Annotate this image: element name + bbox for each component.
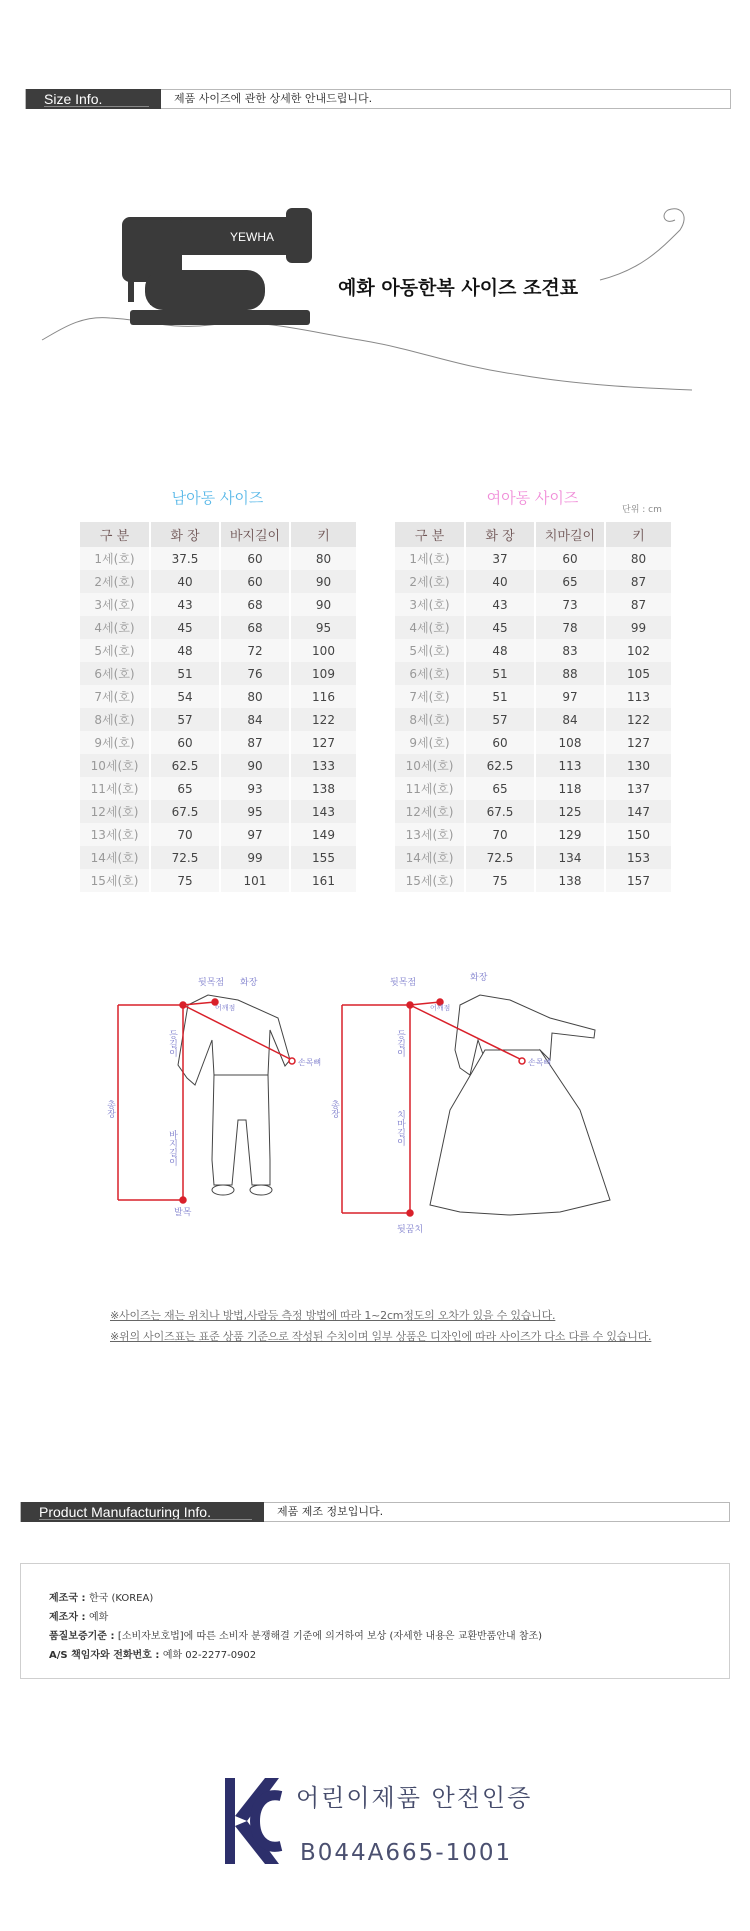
table-row (395, 593, 671, 616)
table-cell: 75 (150, 869, 220, 892)
certification-code: B044A665-1001 (300, 1840, 513, 1866)
info-row-as-contact (49, 1646, 256, 1661)
size-label-cell: 10세(호) (80, 754, 150, 777)
col-header-sleeve: 화 장 (465, 522, 535, 547)
table-row (80, 547, 356, 570)
girl-total-label: 총장 (329, 1100, 339, 1118)
table-cell: 54 (150, 685, 220, 708)
table-cell: 101 (220, 869, 290, 892)
info-key: 제조국 : (49, 1593, 89, 1604)
table-cell: 48 (150, 639, 220, 662)
table-cell: 65 (150, 777, 220, 800)
table-cell: 51 (465, 685, 535, 708)
table-cell: 93 (220, 777, 290, 800)
size-label-cell: 1세(호) (80, 547, 150, 570)
size-label-cell: 7세(호) (80, 685, 150, 708)
measurement-diagram (105, 960, 710, 1250)
table-row (395, 754, 671, 777)
table-cell: 157 (605, 869, 671, 892)
size-label-cell: 9세(호) (395, 731, 465, 754)
info-row-quality (49, 1627, 542, 1642)
size-label-cell: 11세(호) (395, 777, 465, 800)
table-cell: 75 (465, 869, 535, 892)
table-cell: 95 (290, 616, 356, 639)
table-cell: 68 (220, 616, 290, 639)
boy-ankle-label: 발목 (174, 1208, 192, 1218)
table-row (395, 685, 671, 708)
info-value: [소비자보호법]에 따른 소비자 분쟁해결 기준에 의거하여 보상 (자세한 내용은 교환반품안내 참조) (117, 1631, 543, 1642)
table-cell: 137 (605, 777, 671, 800)
girl-skirt-length-label: 치마길이 (395, 1110, 405, 1146)
table-row (395, 800, 671, 823)
table-cell: 80 (290, 547, 356, 570)
table-cell: 84 (220, 708, 290, 731)
table-cell: 60 (220, 547, 290, 570)
size-label-cell: 12세(호) (395, 800, 465, 823)
boy-total-label: 총장 (105, 1100, 115, 1118)
table-row (395, 616, 671, 639)
table-row (395, 662, 671, 685)
table-row (80, 708, 356, 731)
table-cell: 45 (150, 616, 220, 639)
table-cell: 67.5 (465, 800, 535, 823)
table-cell: 127 (605, 731, 671, 754)
size-label-cell: 1세(호) (395, 547, 465, 570)
col-header-category: 구 분 (395, 522, 465, 547)
table-cell: 62.5 (465, 754, 535, 777)
brand-text: YEWHA (230, 230, 275, 244)
size-label-cell: 13세(호) (395, 823, 465, 846)
table-cell: 129 (535, 823, 605, 846)
size-label-cell: 6세(호) (395, 662, 465, 685)
table-cell: 87 (220, 731, 290, 754)
table-cell: 70 (150, 823, 220, 846)
col-header-category: 구 분 (80, 522, 150, 547)
table-cell: 143 (290, 800, 356, 823)
table-header-row (80, 522, 356, 547)
size-label-cell: 5세(호) (80, 639, 150, 662)
size-label-cell: 4세(호) (80, 616, 150, 639)
girls-table-body (395, 547, 671, 892)
boy-sleeve-label: 화장 (240, 978, 258, 988)
sewing-machine-icon (122, 208, 312, 325)
table-cell: 125 (535, 800, 605, 823)
table-cell: 138 (290, 777, 356, 800)
size-label-cell: 9세(호) (80, 731, 150, 754)
size-label-cell: 12세(호) (80, 800, 150, 823)
manufacturing-info-label: Product Manufacturing Info. (21, 1502, 264, 1522)
table-row (395, 823, 671, 846)
info-row-country (49, 1589, 153, 1604)
size-label-cell: 13세(호) (80, 823, 150, 846)
table-cell: 97 (220, 823, 290, 846)
info-value: 예화 02-2277-0902 (162, 1650, 257, 1661)
table-cell: 149 (290, 823, 356, 846)
size-label-cell: 3세(호) (395, 593, 465, 616)
table-cell: 68 (220, 593, 290, 616)
table-cell: 67.5 (150, 800, 220, 823)
col-header-height: 키 (290, 522, 356, 547)
girl-sleeve-label: 화장 (470, 973, 488, 983)
size-label-cell: 4세(호) (395, 616, 465, 639)
manufacturing-info-box (20, 1563, 730, 1679)
table-cell: 40 (465, 570, 535, 593)
table-cell: 62.5 (150, 754, 220, 777)
table-row (395, 547, 671, 570)
table-cell: 102 (605, 639, 671, 662)
table-row (395, 708, 671, 731)
table-cell: 78 (535, 616, 605, 639)
boys-table-title: 남아동 사이즈 (171, 489, 264, 507)
girl-heel-label: 뒷꿈치 (397, 1225, 424, 1235)
girls-size-table (395, 522, 671, 892)
banner-title: 예화 아동한복 사이즈 조견표 (338, 277, 579, 299)
manufacturing-info-description: 제품 제조 정보입니다. (277, 1505, 384, 1518)
boys-size-table (80, 522, 356, 892)
table-cell: 72.5 (465, 846, 535, 869)
table-cell: 40 (150, 570, 220, 593)
size-label-cell: 5세(호) (395, 639, 465, 662)
table-cell: 90 (220, 754, 290, 777)
table-cell: 95 (220, 800, 290, 823)
size-label-cell: 15세(호) (395, 869, 465, 892)
note-measurement: ※사이즈는 재는 위치나 방법,사람등 측정 방법에 따라 1~2cm정도의 오차가 있을 수 있습니다. (110, 1309, 556, 1322)
table-cell: 43 (465, 593, 535, 616)
table-cell: 80 (220, 685, 290, 708)
table-row (80, 639, 356, 662)
table-cell: 130 (605, 754, 671, 777)
size-label-cell: 14세(호) (395, 846, 465, 869)
boy-back-length-label: 등길이 (167, 1030, 177, 1057)
table-cell: 60 (465, 731, 535, 754)
table-cell: 134 (535, 846, 605, 869)
size-label-cell: 6세(호) (80, 662, 150, 685)
table-cell: 87 (605, 570, 671, 593)
table-row (80, 685, 356, 708)
thread-line (42, 318, 692, 390)
table-cell: 51 (150, 662, 220, 685)
table-cell: 133 (290, 754, 356, 777)
table-cell: 83 (535, 639, 605, 662)
size-info-label: Size Info. (26, 89, 161, 109)
table-cell: 37 (465, 547, 535, 570)
table-row (80, 869, 356, 892)
table-row (80, 800, 356, 823)
table-cell: 65 (465, 777, 535, 800)
table-cell: 99 (220, 846, 290, 869)
boys-table-body (80, 547, 356, 892)
table-cell: 150 (605, 823, 671, 846)
table-cell: 72.5 (150, 846, 220, 869)
table-cell: 113 (535, 754, 605, 777)
table-cell: 147 (605, 800, 671, 823)
info-key: A/S 책임자와 전화번호 : (49, 1650, 163, 1661)
table-cell: 87 (605, 593, 671, 616)
table-row (80, 593, 356, 616)
table-cell: 155 (290, 846, 356, 869)
girl-wrist-label: 손목뼈 (528, 1058, 552, 1067)
note-standard: ※위의 사이즈표는 표준 상품 기준으로 작성된 수치이며 일부 상품은 디자인에 따라 사이즈가 다소 다를 수 있습니다. (110, 1330, 652, 1343)
girl-back-neck-label: 뒷목점 (390, 978, 417, 988)
table-cell: 122 (605, 708, 671, 731)
table-cell: 60 (535, 547, 605, 570)
girls-table-title: 여아동 사이즈 (486, 489, 579, 507)
info-value: 한국 (KOREA) (88, 1593, 154, 1604)
table-cell: 116 (290, 685, 356, 708)
boy-outfit-drawing (178, 995, 290, 1195)
table-cell: 57 (465, 708, 535, 731)
table-cell: 122 (290, 708, 356, 731)
table-cell: 48 (465, 639, 535, 662)
table-row (80, 616, 356, 639)
table-header-row (395, 522, 671, 547)
table-row (395, 869, 671, 892)
table-row (80, 570, 356, 593)
table-row (80, 777, 356, 800)
table-cell: 138 (535, 869, 605, 892)
table-cell: 99 (605, 616, 671, 639)
table-cell: 57 (150, 708, 220, 731)
boy-shoulder-label: 어깨점 (215, 1004, 236, 1012)
info-row-manufacturer (49, 1608, 108, 1623)
girl-back-length-label: 등길이 (395, 1030, 405, 1057)
table-row (80, 823, 356, 846)
table-cell: 118 (535, 777, 605, 800)
table-cell: 105 (605, 662, 671, 685)
size-label-cell: 2세(호) (80, 570, 150, 593)
table-cell: 37.5 (150, 547, 220, 570)
table-cell: 84 (535, 708, 605, 731)
table-cell: 153 (605, 846, 671, 869)
table-cell: 60 (150, 731, 220, 754)
unit-label: 단위 : cm (622, 505, 662, 515)
boy-back-neck-label: 뒷목점 (198, 978, 225, 988)
table-row (395, 846, 671, 869)
table-cell: 73 (535, 593, 605, 616)
col-header-pants-length: 바지길이 (220, 522, 290, 547)
girl-shoulder-label: 어깨점 (430, 1004, 451, 1012)
table-cell: 60 (220, 570, 290, 593)
table-cell: 65 (535, 570, 605, 593)
size-label-cell: 7세(호) (395, 685, 465, 708)
size-label-cell: 8세(호) (80, 708, 150, 731)
size-info-bar (25, 89, 731, 109)
info-key: 품질보증기준 : (49, 1631, 118, 1642)
boy-wrist-label: 손목뼈 (298, 1058, 322, 1067)
size-label-cell: 15세(호) (80, 869, 150, 892)
table-cell: 108 (535, 731, 605, 754)
manufacturing-info-bar (20, 1502, 730, 1522)
table-cell: 161 (290, 869, 356, 892)
size-label-cell: 8세(호) (395, 708, 465, 731)
table-cell: 88 (535, 662, 605, 685)
size-label-cell: 10세(호) (395, 754, 465, 777)
size-info-description: 제품 사이즈에 관한 상세한 안내드립니다. (174, 92, 373, 105)
banner-illustration (0, 190, 750, 410)
table-row (395, 731, 671, 754)
kc-mark-icon (225, 1778, 285, 1864)
table-row (80, 731, 356, 754)
table-row (395, 570, 671, 593)
table-cell: 97 (535, 685, 605, 708)
table-cell: 80 (605, 547, 671, 570)
table-row (395, 639, 671, 662)
boy-pants-length-label: 바지길이 (167, 1130, 177, 1166)
table-row (395, 777, 671, 800)
table-cell: 70 (465, 823, 535, 846)
table-cell: 90 (290, 593, 356, 616)
info-key: 제조자 : (49, 1612, 89, 1623)
table-cell: 100 (290, 639, 356, 662)
table-cell: 45 (465, 616, 535, 639)
col-header-skirt-length: 치마길이 (535, 522, 605, 547)
table-cell: 109 (290, 662, 356, 685)
certification-title: 어린이제품 안전인증 (296, 1784, 533, 1812)
info-value: 예화 (88, 1612, 109, 1623)
col-header-sleeve: 화 장 (150, 522, 220, 547)
table-cell: 51 (465, 662, 535, 685)
table-cell: 90 (290, 570, 356, 593)
table-cell: 76 (220, 662, 290, 685)
thread-spiral (600, 209, 684, 280)
size-label-cell: 11세(호) (80, 777, 150, 800)
table-row (80, 662, 356, 685)
table-cell: 113 (605, 685, 671, 708)
table-cell: 127 (290, 731, 356, 754)
table-row (80, 846, 356, 869)
size-label-cell: 3세(호) (80, 593, 150, 616)
col-header-height: 키 (605, 522, 671, 547)
size-label-cell: 14세(호) (80, 846, 150, 869)
size-label-cell: 2세(호) (395, 570, 465, 593)
table-cell: 43 (150, 593, 220, 616)
table-row (80, 754, 356, 777)
table-cell: 72 (220, 639, 290, 662)
